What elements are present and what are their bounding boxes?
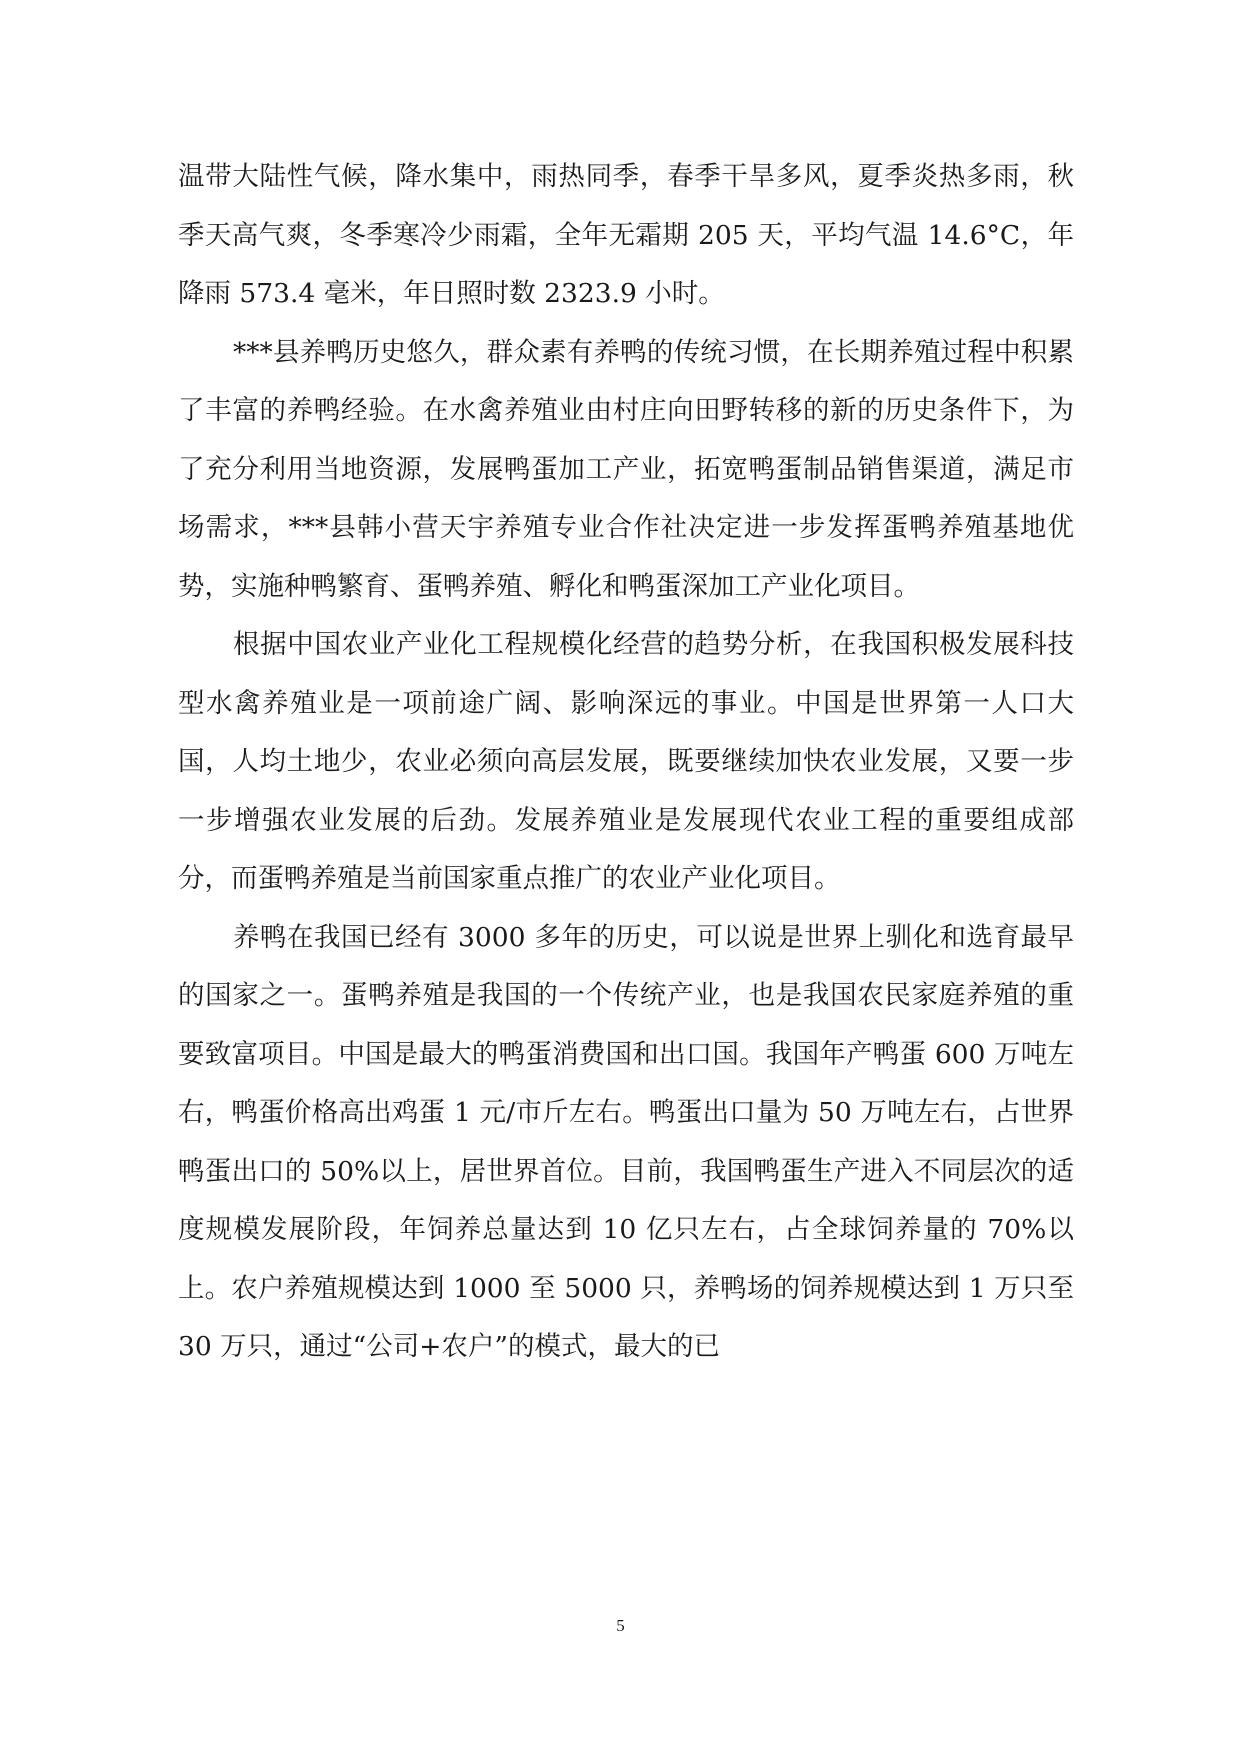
body-text xyxy=(178,148,1074,1377)
paragraph-climate: 温带大陆性气候，降水集中，雨热同季，春季干旱多风，夏季炎热多雨，秋季天高气爽，冬季寒冷少雨霜，全年无霜期 205 天，平均气温 14.6°C，年降雨 573.4 毫米，年日照时数 2323.9 小时。 xyxy=(178,161,1074,309)
paragraph-history: ***县养鸭历史悠久，群众素有养鸭的传统习惯，在长期养殖过程中积累了丰富的养鸭经验。在水禽养殖业由村庄向田野转移的新的历史条件下，为了充分利用当地资源，发展鸭蛋加工产业，拓宽鸭蛋制品销售渠道，满足市场需求，***县韩小营天宇养殖专业合作社决定进一步发挥蛋鸭养殖基地优势，实施种鸭繁育、蛋鸭养殖、孵化和鸭蛋深加工产业化项目。 xyxy=(178,336,1074,602)
page-number: 5 xyxy=(616,1616,625,1635)
paragraph-analysis: 根据中国农业产业化工程规模化经营的趋势分析，在我国积极发展科技型水禽养殖业是一项前途广阔、影响深远的事业。中国是世界第一人口大国，人均土地少，农业必须向高层发展，既要继续加快农业发展，又要一步一步增强农业发展的后劲。发展养殖业是发展现代农业工程的重要组成部分，而蛋鸭养殖是当前国家重点推广的农业产业化项目。 xyxy=(178,629,1074,894)
paragraph-industry: 养鸭在我国已经有 3000 多年的历史，可以说是世界上驯化和选育最早的国家之一。蛋鸭养殖是我国的一个传统产业，也是我国农民家庭养殖的重要致富项目。中国是最大的鸭蛋消费国和出口国。我国年产鸭蛋 600 万吨左右，鸭蛋价格高出鸡蛋 1 元/市斤左右。鸭蛋出口量为 50 万吨左右，占世界鸭蛋出口的 50%以上，居世界首位。目前，我国鸭蛋生产进入不同层次的适度规模发展阶段，年饲养总量达到 10 亿只左右，占全球饲养量的 70%以上。农户养殖规模达到 1000 至 5000 只，养鸭场的饲养规模达到 1 万只至 30 万只，通过“公司+农户”的模式，最大的已 xyxy=(178,921,1074,1362)
